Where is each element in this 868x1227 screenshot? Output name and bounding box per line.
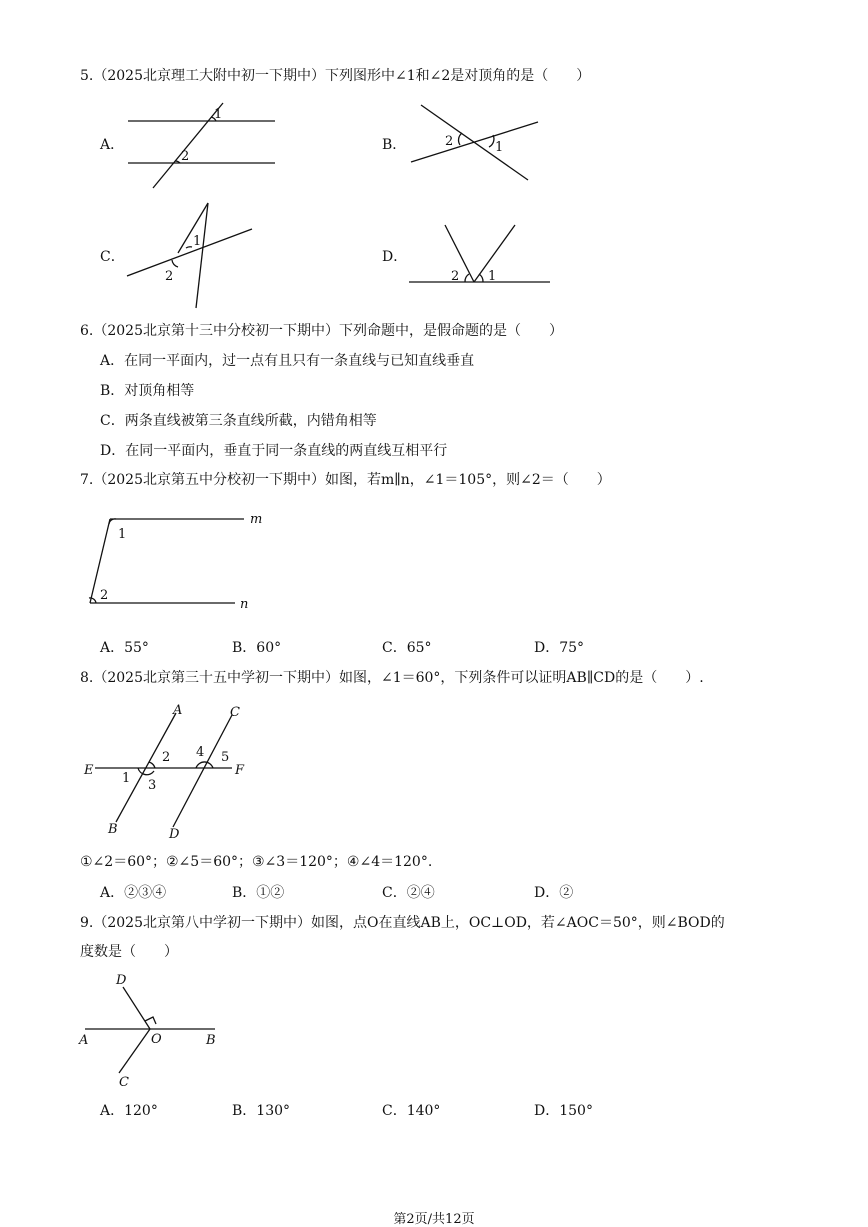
q5-stem: 5.（2025北京理工大附中初一下期中）下列图形中∠1和∠2是对顶角的是（ ）	[80, 68, 591, 84]
q9-option-c: C．140°	[382, 1103, 441, 1119]
q5-option-c-label: C．	[100, 249, 125, 265]
q7-option-c: C．65°	[382, 640, 432, 656]
q5b-arc-2	[459, 133, 462, 145]
q7-option-d: D．75°	[534, 640, 585, 656]
q8-label-3: 3	[148, 778, 157, 793]
q5d-label-2: 2	[451, 269, 460, 284]
q5-option-b-label: B．	[382, 137, 407, 153]
q6-option-c: C．两条直线被第三条直线所截，内错角相等	[100, 413, 377, 429]
q8-line-CD	[173, 715, 232, 827]
q6-option-a: A．在同一平面内，过一点有且只有一条直线与已知直线垂直	[100, 353, 475, 369]
q5-figure-b	[405, 97, 555, 192]
page-footer: 第2页/共12页	[393, 1212, 475, 1227]
q7-label-m: m	[250, 512, 263, 527]
q9-label-A: A	[79, 1033, 89, 1048]
q5b-label-1: 1	[495, 140, 504, 155]
q5a-label-1: 1	[214, 107, 223, 122]
q5-option-d-label: D．	[382, 249, 408, 265]
q5-option-a-label: A．	[100, 137, 125, 153]
q8-label-F: F	[235, 763, 245, 778]
q8-label-E: E	[84, 763, 94, 778]
q8-label-1: 1	[122, 771, 131, 786]
q8-conditions: ①∠2＝60°；②∠5＝60°；③∠3＝120°；④∠4＝120°.	[80, 854, 433, 870]
q8-figure	[80, 700, 260, 845]
q5b-line-2	[421, 105, 528, 180]
q8-option-b: B．①②	[232, 885, 285, 901]
q5-figure-a	[120, 95, 290, 195]
q8-label-C: C	[230, 705, 240, 720]
q8-label-5: 5	[221, 750, 230, 765]
q5d-ray-left	[445, 225, 474, 282]
q9-ray-OD	[123, 987, 150, 1029]
q7-label-n: n	[240, 597, 249, 612]
q8-label-D: D	[169, 827, 180, 842]
q9-stem-line2: 度数是（ ）	[80, 944, 178, 960]
q5c-arc-1	[186, 247, 192, 248]
q9-option-a: A．120°	[100, 1103, 158, 1119]
q9-option-b: B．130°	[232, 1103, 291, 1119]
q8-option-d: D．②	[534, 885, 574, 901]
q5b-label-2: 2	[445, 134, 454, 149]
q5-figure-c	[120, 198, 260, 310]
q5a-label-2: 2	[181, 149, 190, 164]
q8-option-a: A．②③④	[100, 885, 167, 901]
q7-figure	[80, 505, 280, 615]
q8-label-2: 2	[162, 750, 171, 765]
q5a-transversal	[153, 103, 223, 188]
q8-arc-2	[149, 762, 155, 768]
q8-label-4: 4	[196, 745, 205, 760]
q5c-label-1: 1	[193, 234, 202, 249]
q8-arc-1	[138, 768, 154, 775]
q7-stem: 7.（2025北京第五中分校初一下期中）如图，若m∥n，∠1＝105°，则∠2＝（ ）	[80, 472, 611, 488]
q7-option-a: A．55°	[100, 640, 149, 656]
q9-label-D: D	[116, 973, 127, 988]
q5d-arc-1	[479, 274, 483, 282]
q9-label-O: O	[151, 1032, 162, 1047]
q5c-arc-2	[172, 260, 178, 267]
q5c-line-1	[127, 229, 252, 276]
q6-option-d: D．在同一平面内，垂直于同一条直线的两直线互相平行	[100, 443, 448, 459]
q8-label-B: B	[108, 822, 118, 837]
q9-label-C: C	[119, 1075, 129, 1090]
q8-option-c: C．②④	[382, 885, 435, 901]
q7-option-b: B．60°	[232, 640, 282, 656]
q9-ray-OC	[119, 1029, 150, 1073]
q7-label-2: 2	[100, 588, 109, 603]
q8-stem: 8.（2025北京第三十五中学初一下期中）如图，∠1＝60°，下列条件可以证明AB∥CD的是（ ）.	[80, 670, 704, 686]
q6-option-b: B．对顶角相等	[100, 383, 195, 399]
q6-stem: 6.（2025北京第十三中分校初一下期中）下列命题中，是假命题的是（ ）	[80, 323, 563, 339]
q5-figure-d	[405, 218, 555, 290]
q5d-label-1: 1	[488, 269, 497, 284]
q9-figure	[75, 968, 235, 1093]
q7-label-1: 1	[118, 527, 127, 542]
q9-option-d: D．150°	[534, 1103, 593, 1119]
q9-label-B: B	[206, 1033, 216, 1048]
q5d-arc-2	[465, 274, 469, 282]
q9-stem-line1: 9.（2025北京第八中学初一下期中）如图，点O在直线AB上，OC⊥OD，若∠AOC＝50°，则∠BOD的	[80, 915, 725, 931]
q8-label-A: A	[173, 703, 183, 718]
q5c-label-2: 2	[165, 269, 174, 284]
